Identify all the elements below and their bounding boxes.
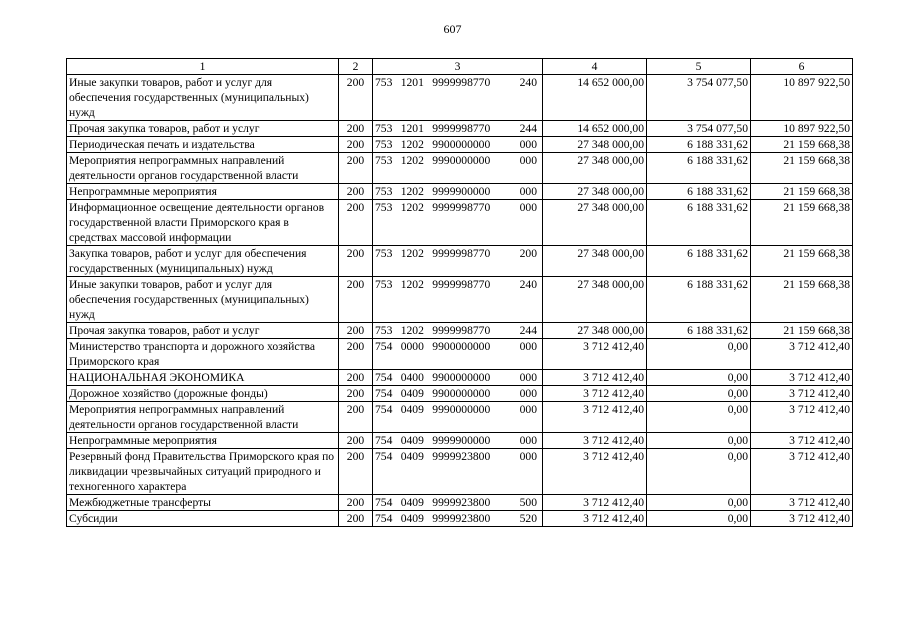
table-row	[67, 121, 853, 137]
row-amount-col6: 21 159 668,38	[751, 200, 853, 246]
section-code: 0409	[400, 512, 424, 525]
page-number: 607	[443, 22, 462, 36]
row-name-cell: Субсидии	[67, 511, 339, 527]
target-code: 9999900000	[432, 434, 491, 447]
row-name-cell: Прочая закупка товаров, работ и услуг	[67, 323, 339, 339]
admin-code: 754	[375, 403, 393, 416]
section-code: 0409	[400, 387, 424, 400]
row-name-cell: НАЦИОНАЛЬНАЯ ЭКОНОМИКА	[67, 370, 339, 386]
admin-code: 754	[375, 512, 393, 525]
row-amount-col6: 21 159 668,38	[751, 184, 853, 200]
row-amount-col6: 3 712 412,40	[751, 370, 853, 386]
expense-kind-code: 240	[519, 76, 537, 89]
table-row	[67, 184, 853, 200]
row-code-cell: 200	[339, 402, 373, 433]
row-classification-cell	[373, 184, 543, 200]
expense-kind-code: 000	[519, 371, 537, 384]
row-name-cell: Резервный фонд Правительства Приморского края по ликвидации чрезвычайных ситуаций природного и техногенного характера	[67, 449, 339, 495]
section-code: 1202	[400, 201, 424, 214]
admin-code: 754	[375, 434, 393, 447]
target-code: 9999998770	[432, 278, 491, 291]
budget-table	[66, 58, 853, 527]
expense-kind-code: 000	[519, 138, 537, 151]
expense-kind-code: 000	[519, 154, 537, 167]
table-row	[67, 246, 853, 277]
section-code: 0409	[400, 403, 424, 416]
row-classification-cell	[373, 370, 543, 386]
table-row	[67, 433, 853, 449]
row-code-cell: 200	[339, 184, 373, 200]
row-name-cell: Иные закупки товаров, работ и услуг для обеспечения государственных (муниципальных) нужд	[67, 277, 339, 323]
row-amount-col4: 3 712 412,40	[543, 386, 647, 402]
admin-code: 753	[375, 278, 393, 291]
row-amount-col6: 3 712 412,40	[751, 433, 853, 449]
expense-kind-code: 200	[519, 247, 537, 260]
target-code: 9999998770	[432, 76, 491, 89]
row-name-cell: Дорожное хозяйство (дорожные фонды)	[67, 386, 339, 402]
row-amount-col4: 27 348 000,00	[543, 153, 647, 184]
row-amount-col6: 10 897 922,50	[751, 121, 853, 137]
row-amount-col5: 6 188 331,62	[647, 137, 751, 153]
row-code-cell: 200	[339, 433, 373, 449]
row-code-cell: 200	[339, 246, 373, 277]
row-amount-col6: 3 712 412,40	[751, 449, 853, 495]
section-code: 1202	[400, 278, 424, 291]
target-code: 9999923800	[432, 512, 491, 525]
table-row	[67, 323, 853, 339]
row-amount-col4: 3 712 412,40	[543, 402, 647, 433]
expense-kind-code: 000	[519, 201, 537, 214]
row-code-cell: 200	[339, 386, 373, 402]
row-code-cell: 200	[339, 121, 373, 137]
row-amount-col4: 3 712 412,40	[543, 449, 647, 495]
row-amount-col5: 0,00	[647, 370, 751, 386]
row-amount-col5: 3 754 077,50	[647, 121, 751, 137]
section-code: 0000	[400, 340, 424, 353]
target-code: 9990000000	[432, 403, 491, 416]
row-amount-col4: 27 348 000,00	[543, 277, 647, 323]
section-code: 1202	[400, 185, 424, 198]
header-cell: 1	[67, 59, 339, 75]
section-code: 0409	[400, 450, 424, 463]
expense-kind-code: 244	[519, 324, 537, 337]
expense-kind-code: 000	[519, 387, 537, 400]
admin-code: 754	[375, 450, 393, 463]
expense-kind-code: 000	[519, 403, 537, 416]
row-amount-col4: 3 712 412,40	[543, 495, 647, 511]
row-name-cell: Мероприятия непрограммных направлений деятельности органов государственной власти	[67, 153, 339, 184]
admin-code: 753	[375, 76, 393, 89]
row-amount-col4: 27 348 000,00	[543, 323, 647, 339]
admin-code: 753	[375, 138, 393, 151]
table-row	[67, 449, 853, 495]
header-cell: 6	[751, 59, 853, 75]
admin-code: 753	[375, 122, 393, 135]
table-row	[67, 277, 853, 323]
header-cell: 2	[339, 59, 373, 75]
row-code-cell: 200	[339, 511, 373, 527]
row-amount-col4: 3 712 412,40	[543, 370, 647, 386]
row-amount-col6: 21 159 668,38	[751, 153, 853, 184]
table-row	[67, 386, 853, 402]
row-amount-col6: 3 712 412,40	[751, 511, 853, 527]
expense-kind-code: 520	[519, 512, 537, 525]
header-cell: 5	[647, 59, 751, 75]
row-classification-cell	[373, 402, 543, 433]
row-name-cell: Прочая закупка товаров, работ и услуг	[67, 121, 339, 137]
row-amount-col5: 6 188 331,62	[647, 323, 751, 339]
row-amount-col5: 0,00	[647, 386, 751, 402]
row-name-cell: Непрограммные мероприятия	[67, 433, 339, 449]
row-amount-col5: 6 188 331,62	[647, 153, 751, 184]
row-amount-col6: 21 159 668,38	[751, 323, 853, 339]
row-name-cell: Закупка товаров, работ и услуг для обеспечения государственных (муниципальных) нужд	[67, 246, 339, 277]
row-amount-col5: 0,00	[647, 433, 751, 449]
row-amount-col4: 14 652 000,00	[543, 75, 647, 121]
section-code: 0400	[400, 371, 424, 384]
row-amount-col6: 21 159 668,38	[751, 277, 853, 323]
row-amount-col4: 27 348 000,00	[543, 246, 647, 277]
row-amount-col4: 27 348 000,00	[543, 184, 647, 200]
row-amount-col5: 0,00	[647, 449, 751, 495]
expense-kind-code: 240	[519, 278, 537, 291]
target-code: 9900000000	[432, 340, 491, 353]
table-row	[67, 137, 853, 153]
row-amount-col4: 27 348 000,00	[543, 200, 647, 246]
row-amount-col6: 21 159 668,38	[751, 246, 853, 277]
section-code: 1202	[400, 154, 424, 167]
row-classification-cell	[373, 386, 543, 402]
admin-code: 753	[375, 185, 393, 198]
row-classification-cell	[373, 246, 543, 277]
admin-code: 753	[375, 201, 393, 214]
row-classification-cell	[373, 433, 543, 449]
row-code-cell: 200	[339, 153, 373, 184]
admin-code: 753	[375, 247, 393, 260]
row-name-cell: Иные закупки товаров, работ и услуг для обеспечения государственных (муниципальных) нужд	[67, 75, 339, 121]
target-code: 9900000000	[432, 138, 491, 151]
table-row	[67, 75, 853, 121]
row-classification-cell	[373, 137, 543, 153]
row-name-cell: Периодическая печать и издательства	[67, 137, 339, 153]
row-code-cell: 200	[339, 323, 373, 339]
row-amount-col4: 3 712 412,40	[543, 433, 647, 449]
table-header-row	[67, 59, 853, 75]
row-classification-cell	[373, 495, 543, 511]
row-code-cell: 200	[339, 137, 373, 153]
row-name-cell: Непрограммные мероприятия	[67, 184, 339, 200]
target-code: 9999923800	[432, 450, 491, 463]
row-amount-col6: 3 712 412,40	[751, 339, 853, 370]
row-amount-col4: 14 652 000,00	[543, 121, 647, 137]
row-amount-col6: 3 712 412,40	[751, 495, 853, 511]
row-amount-col4: 27 348 000,00	[543, 137, 647, 153]
row-amount-col5: 0,00	[647, 495, 751, 511]
row-name-cell: Информационное освещение деятельности органов государственной власти Приморского края в средствах массовой информации	[67, 200, 339, 246]
table-row	[67, 495, 853, 511]
expense-kind-code: 500	[519, 496, 537, 509]
table-row	[67, 339, 853, 370]
table-row	[67, 511, 853, 527]
section-code: 1202	[400, 138, 424, 151]
row-name-cell: Министерство транспорта и дорожного хозяйства Приморского края	[67, 339, 339, 370]
target-code: 9999998770	[432, 324, 491, 337]
target-code: 9990000000	[432, 154, 491, 167]
section-code: 1202	[400, 324, 424, 337]
target-code: 9999998770	[432, 122, 491, 135]
row-name-cell: Межбюджетные трансферты	[67, 495, 339, 511]
target-code: 9999998770	[432, 201, 491, 214]
row-amount-col5: 6 188 331,62	[647, 184, 751, 200]
expense-kind-code: 000	[519, 185, 537, 198]
row-code-cell: 200	[339, 370, 373, 386]
row-amount-col4: 3 712 412,40	[543, 511, 647, 527]
row-code-cell: 200	[339, 339, 373, 370]
row-name-cell: Мероприятия непрограммных направлений деятельности органов государственной власти	[67, 402, 339, 433]
row-classification-cell	[373, 121, 543, 137]
header-cell: 4	[543, 59, 647, 75]
row-amount-col6: 3 712 412,40	[751, 402, 853, 433]
row-classification-cell	[373, 511, 543, 527]
section-code: 0409	[400, 496, 424, 509]
target-code: 9999998770	[432, 247, 491, 260]
target-code: 9999923800	[432, 496, 491, 509]
row-classification-cell	[373, 323, 543, 339]
row-amount-col6: 21 159 668,38	[751, 137, 853, 153]
target-code: 9999900000	[432, 185, 491, 198]
admin-code: 754	[375, 340, 393, 353]
target-code: 9900000000	[432, 387, 491, 400]
section-code: 1201	[400, 76, 424, 89]
expense-kind-code: 244	[519, 122, 537, 135]
row-classification-cell	[373, 75, 543, 121]
row-classification-cell	[373, 200, 543, 246]
row-amount-col6: 10 897 922,50	[751, 75, 853, 121]
row-classification-cell	[373, 153, 543, 184]
admin-code: 754	[375, 371, 393, 384]
row-amount-col5: 0,00	[647, 402, 751, 433]
expense-kind-code: 000	[519, 434, 537, 447]
row-classification-cell	[373, 277, 543, 323]
row-amount-col5: 6 188 331,62	[647, 277, 751, 323]
row-amount-col4: 3 712 412,40	[543, 339, 647, 370]
row-amount-col5: 0,00	[647, 511, 751, 527]
row-code-cell: 200	[339, 449, 373, 495]
expense-kind-code: 000	[519, 450, 537, 463]
row-amount-col5: 6 188 331,62	[647, 246, 751, 277]
row-amount-col5: 6 188 331,62	[647, 200, 751, 246]
row-classification-cell	[373, 449, 543, 495]
table-row	[67, 402, 853, 433]
table-row	[67, 370, 853, 386]
table-row	[67, 153, 853, 184]
expense-kind-code: 000	[519, 340, 537, 353]
row-classification-cell	[373, 339, 543, 370]
row-amount-col5: 0,00	[647, 339, 751, 370]
admin-code: 754	[375, 496, 393, 509]
row-code-cell: 200	[339, 200, 373, 246]
header-cell: 3	[373, 59, 543, 75]
row-amount-col5: 3 754 077,50	[647, 75, 751, 121]
admin-code: 754	[375, 387, 393, 400]
admin-code: 753	[375, 154, 393, 167]
section-code: 1202	[400, 247, 424, 260]
section-code: 0409	[400, 434, 424, 447]
admin-code: 753	[375, 324, 393, 337]
row-code-cell: 200	[339, 75, 373, 121]
row-code-cell: 200	[339, 495, 373, 511]
target-code: 9900000000	[432, 371, 491, 384]
row-code-cell: 200	[339, 277, 373, 323]
section-code: 1201	[400, 122, 424, 135]
table-row	[67, 200, 853, 246]
row-amount-col6: 3 712 412,40	[751, 386, 853, 402]
